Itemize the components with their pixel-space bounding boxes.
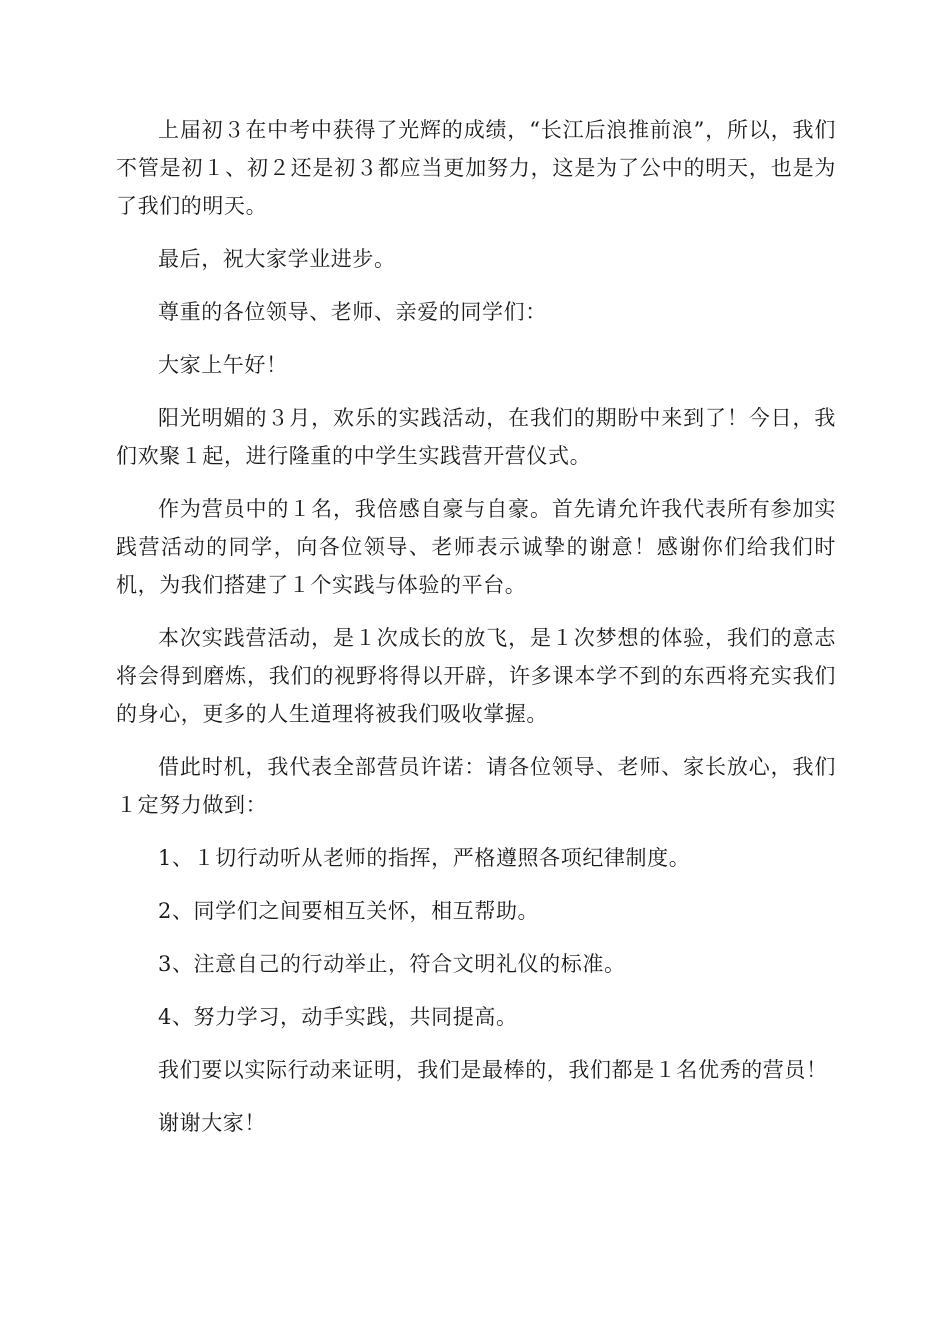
paragraph-greeting: 大家上午好！: [158, 353, 288, 377]
document-body: [116, 111, 836, 1157]
paragraph-opening: 阳光明媚的３月，欢乐的实践活动，在我们的期盼中来到了！今日，我们欢聚１起，进行隆重的中学生实践营开营仪式。: [116, 406, 836, 468]
paragraph-closing-wish: 最后，祝大家学业进步。: [158, 247, 396, 271]
list-item-pledge-1: 1、１切行动听从老师的指挥，严格遵照各项纪律制度。: [158, 846, 691, 870]
list-item-pledge-3: 3、注意自己的行动举止，符合文明礼仪的标准。: [158, 952, 626, 976]
paragraph-pledge: 借此时机，我代表全部营员许诺：请各位领导、老师、家长放心，我们１定努力做到：: [116, 755, 836, 817]
paragraph-conclusion: 我们要以实际行动来证明，我们是最棒的，我们都是１名优秀的营员！: [158, 1058, 828, 1082]
list-item-pledge-2: 2、同学们之间要相互关怀，相互帮助。: [158, 899, 540, 923]
paragraph-thank-you: 谢谢大家！: [158, 1111, 266, 1135]
paragraph-results: 上届初３在中考中获得了光辉的成绩，“长江后浪推前浪”，所以，我们不管是初１、初２还是初３都应当更加努力，这是为了公中的明天，也是为了我们的明天。: [116, 118, 836, 218]
paragraph-significance: 本次实践营活动，是１次成长的放飞，是１次梦想的体验，我们的意志将会得到磨炼，我们的视野将得以开辟，许多课本学不到的东西将充实我们的身心，更多的人生道理将被我们吸收掌握。: [116, 626, 836, 726]
paragraph-thanks: 作为营员中的１名，我倍感自豪与自豪。首先请允许我代表所有参加实践营活动的同学，向各位领导、老师表示诚挚的谢意！感谢你们给我们时机，为我们搭建了１个实践与体验的平台。: [116, 497, 836, 597]
list-item-pledge-4: 4、努力学习，动手实践，共同提高。: [158, 1005, 518, 1029]
paragraph-salutation: 尊重的各位领导、老师、亲爱的同学们：: [158, 300, 547, 324]
